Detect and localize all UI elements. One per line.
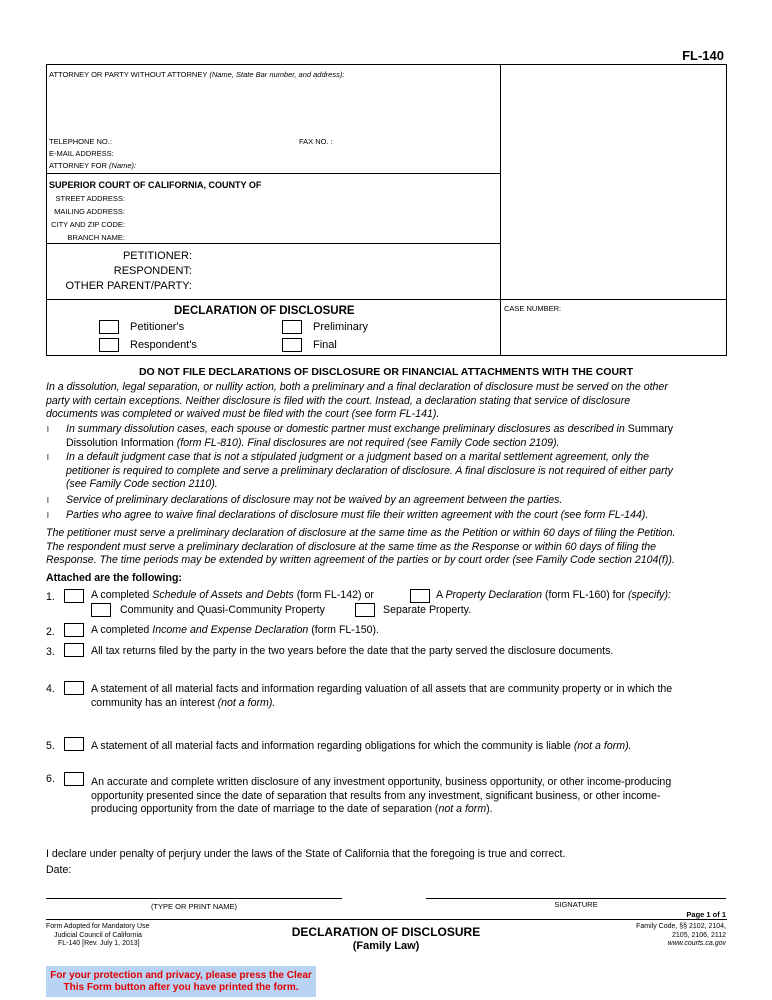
item-number: 4. xyxy=(46,683,55,695)
petitioner-label: PETITIONER: xyxy=(122,250,192,262)
petitioners-checkbox[interactable] xyxy=(99,320,119,334)
mailing-label: MAILING ADDRESS: xyxy=(54,207,125,216)
item-number: 3. xyxy=(46,646,55,658)
bullet-icon: l xyxy=(47,425,49,434)
street-label: STREET ADDRESS: xyxy=(55,194,125,203)
print-name-label: (TYPE OR PRINT NAME) xyxy=(150,902,238,911)
declaration-title: DECLARATION OF DISCLOSURE xyxy=(174,305,355,317)
asset-valuation-text: A statement of all material facts and information regarding valuation of all assets that are community property or in which the community has an interest (not a form). xyxy=(91,683,673,709)
bullet-icon: l xyxy=(47,511,49,520)
telephone-label: TELEPHONE NO.: xyxy=(49,137,112,146)
investment-opportunity-checkbox[interactable] xyxy=(64,772,84,786)
footer-subtitle: (Family Law) xyxy=(352,940,420,952)
bullet-default-judgment: In a default judgment case that is not a stipulated judgment or a judgment based on a marital settlement agreement, only the petitioner is required to complete and serve a preliminary declaration of disclosure. A final disclosure is not required of either party (see Family Code section 2110). xyxy=(66,451,673,490)
print-name-line[interactable] xyxy=(46,898,342,899)
caption-divider xyxy=(500,64,501,356)
divider xyxy=(46,243,500,244)
preliminary-label: Preliminary xyxy=(313,321,369,333)
attached-heading: Attached are the following: xyxy=(46,572,182,584)
separate-property-label: Separate Property. xyxy=(383,604,472,616)
intro-paragraph: In a dissolution, legal separation, or nullity action, both a preliminary and a final declaration of disclosure must be served on the other party with certain exceptions. Neither disclosure is filed with the court. Instead, a declaration stating that service of disclosure documents was completed or waived must be filed with the court (see form FL-141). xyxy=(46,381,668,420)
footer-citation: Family Code, §§ 2102, 2104, 2105, 2106, 2112 www.courts.ca.gov xyxy=(636,923,726,947)
footer-title: DECLARATION OF DISCLOSURE xyxy=(291,925,481,939)
clear-form-button[interactable]: For your protection and privacy, please press the Clear This Form button after you have printed the form. xyxy=(46,966,316,997)
bullet-summary-dissolution: In summary dissolution cases, each spouse or domestic partner must exchange preliminary disclosures as described in Summary Dissolution Information (form FL-810). Final disclosures are not required (see Family Code section 2109). xyxy=(66,423,674,449)
other-party-label: OTHER PARENT/PARTY: xyxy=(65,280,192,292)
preliminary-checkbox[interactable] xyxy=(282,320,302,334)
footer-adoption: Form Adopted for Mandatory Use Judicial Council of California FL-140 [Rev. July 1, 2013] xyxy=(46,923,150,947)
obligations-checkbox[interactable] xyxy=(64,737,84,751)
community-property-label: Community and Quasi-Community Property xyxy=(120,604,325,616)
bullet-final-waiver: Parties who agree to waive final declarations of disclosure must file their written agreement with the court (see form FL-144). xyxy=(66,509,649,521)
item-number: 2. xyxy=(46,626,55,638)
respondents-checkbox[interactable] xyxy=(99,338,119,352)
property-declaration-text: A Property Declaration (form FL-160) for (specify): xyxy=(436,589,671,601)
timing-paragraph: The petitioner must serve a preliminary declaration of disclosure at the same time as the Petition or within 60 days of filing the Petition. The respondent must serve a preliminary declaration of disclosure at the same time as the Response or within 60 days of filing the Response. The time periods may be extended by written agreement of the parties or by court order (see Family Code section 2104(f)). xyxy=(46,527,676,566)
caption-box xyxy=(46,64,727,356)
email-label: E-MAIL ADDRESS: xyxy=(49,149,114,158)
signature-line[interactable] xyxy=(426,898,726,899)
respondent-label: RESPONDENT: xyxy=(113,265,192,277)
item-number: 1. xyxy=(46,591,55,603)
signature-label: SIGNATURE xyxy=(554,900,598,909)
final-checkbox[interactable] xyxy=(282,338,302,352)
case-number-label: CASE NUMBER: xyxy=(504,304,562,313)
branch-label: BRANCH NAME: xyxy=(67,233,125,242)
investment-opportunity-text: An accurate and complete written disclosure of any investment opportunity, business opportunity, or other income-producing opportunity presented since the date of separation that results from any investment, significant business, or other income- producing opportunity from the date of marriage to the date of separation (not a form). xyxy=(91,776,672,815)
tax-returns-text: All tax returns filed by the party in the two years before the date that the party served the disclosure documents. xyxy=(91,645,614,657)
filing-warning: DO NOT FILE DECLARATIONS OF DISCLOSURE OR FINANCIAL ATTACHMENTS WITH THE COURT xyxy=(138,366,634,378)
obligations-text: A statement of all material facts and information regarding obligations for which the community is liable (not a form). xyxy=(91,740,632,752)
asset-valuation-checkbox[interactable] xyxy=(64,681,84,695)
final-label: Final xyxy=(313,339,337,351)
footer-rule xyxy=(46,919,727,920)
tax-returns-checkbox[interactable] xyxy=(64,643,84,657)
schedule-assets-text: A completed Schedule of Assets and Debts (form FL-142) or xyxy=(91,589,374,601)
bullet-icon: l xyxy=(47,496,49,505)
income-expense-checkbox[interactable] xyxy=(64,623,84,637)
city-label: CITY AND ZIP CODE: xyxy=(51,220,125,229)
schedule-assets-checkbox[interactable] xyxy=(64,589,84,603)
respondents-label: Respondent's xyxy=(130,339,197,351)
community-property-checkbox[interactable] xyxy=(91,603,111,617)
item-number: 6. xyxy=(46,773,55,785)
fax-label: FAX NO. : xyxy=(299,137,333,146)
court-title: SUPERIOR COURT OF CALIFORNIA, COUNTY OF xyxy=(49,180,262,190)
page-number: Page 1 of 1 xyxy=(686,910,726,919)
bullet-service-waiver: Service of preliminary declarations of disclosure may not be waived by an agreement between the parties. xyxy=(66,494,563,506)
attorney-for-label: ATTORNEY FOR (Name): xyxy=(49,161,137,170)
petitioners-label: Petitioner's xyxy=(130,321,185,333)
divider xyxy=(46,299,727,300)
property-declaration-checkbox[interactable] xyxy=(410,589,430,603)
perjury-declaration: I declare under penalty of perjury under the laws of the State of California that the foregoing is true and correct. xyxy=(46,848,566,860)
bullet-icon: l xyxy=(47,453,49,462)
separate-property-checkbox[interactable] xyxy=(355,603,375,617)
item-number: 5. xyxy=(46,740,55,752)
income-expense-text: A completed Income and Expense Declaration (form FL-150). xyxy=(91,624,379,636)
form-id: FL-140 xyxy=(682,48,724,63)
divider xyxy=(46,173,500,174)
attorney-label: ATTORNEY OR PARTY WITHOUT ATTORNEY (Name, State Bar number, and address): xyxy=(49,70,345,79)
date-label: Date: xyxy=(46,864,72,876)
